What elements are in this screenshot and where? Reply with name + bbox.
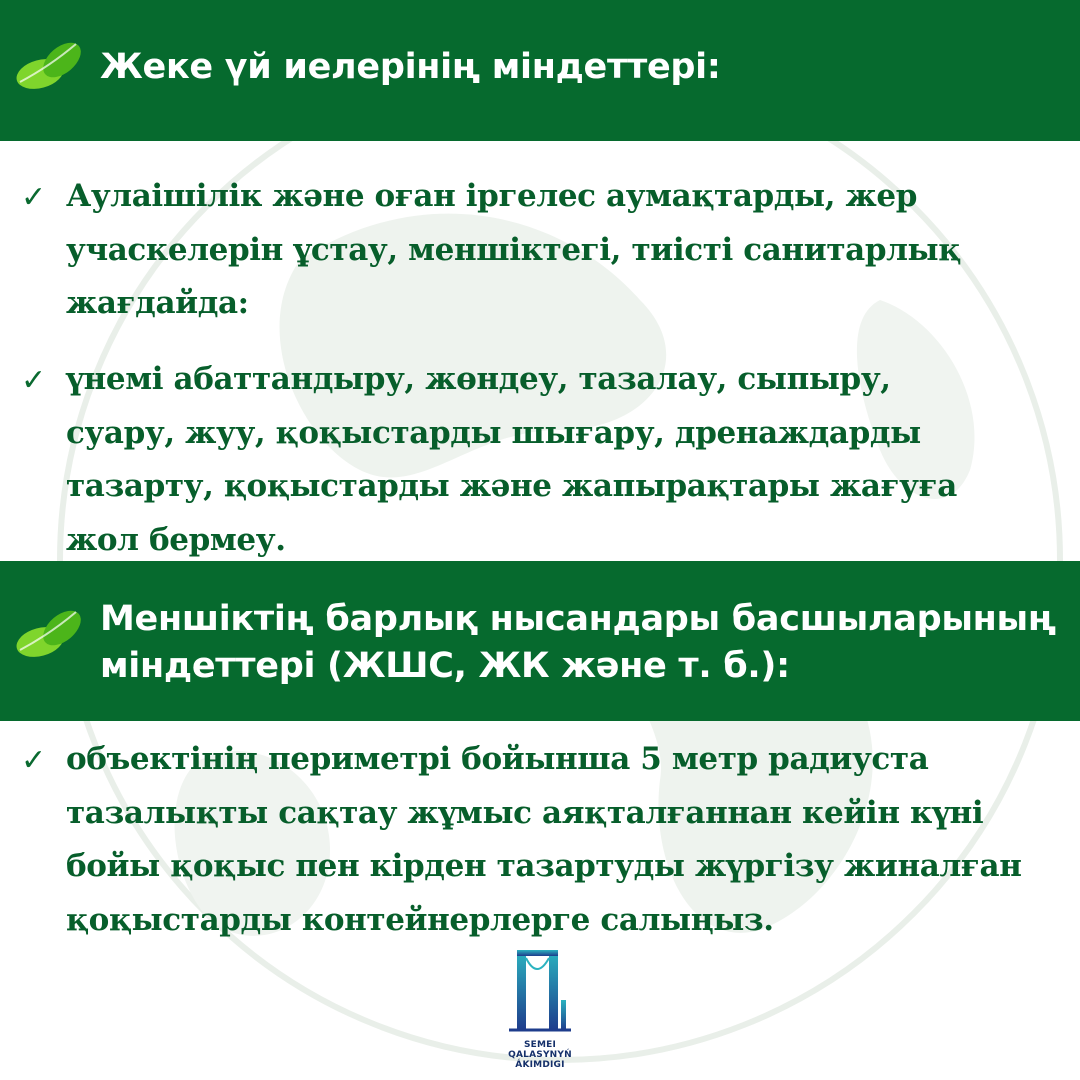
akimat-logo	[490, 944, 590, 1080]
bridge-logo-icon	[505, 944, 575, 1036]
checkmark-icon: ✓	[21, 743, 47, 778]
list-item-text: объектінің периметрі бойынша 5 метр радиуста тазалықты сақтау жұмыс аяқталғаннан кейін күні бойы қоқыс пен кірден тазартуды жүргізу жиналған қоқыстарды контейнерлерге салыңыз.	[66, 741, 1022, 938]
checkmark-icon: ✓	[21, 363, 47, 398]
leaf-icon	[14, 598, 86, 670]
section-heading: Меншіктің барлық нысандары басшыларының міндеттері (ЖШС, ЖК және т. б.):	[100, 599, 1056, 686]
checkmark-icon: ✓	[21, 180, 47, 215]
section-heading: Жеке үй иелерінің міндеттері:	[100, 47, 721, 87]
logo-caption: SEMEI QALASYNYŃ ÁKIMDIGI	[508, 1040, 572, 1070]
list-item-text: Аулаішілік және оған іргелес аумақтарды, жер учаскелерін ұстау, меншіктегі, тиісті санитарлық жағдайда:	[66, 178, 961, 321]
leaf-icon	[14, 30, 86, 102]
list-item-text: үнемі абаттандыру, жөндеу, тазалау, сыпыру, суару, жуу, қоқыстарды шығару, дренаждарды тазарту, қоқыстарды және жапырақтары жағуға жол бермеу.	[66, 361, 957, 558]
